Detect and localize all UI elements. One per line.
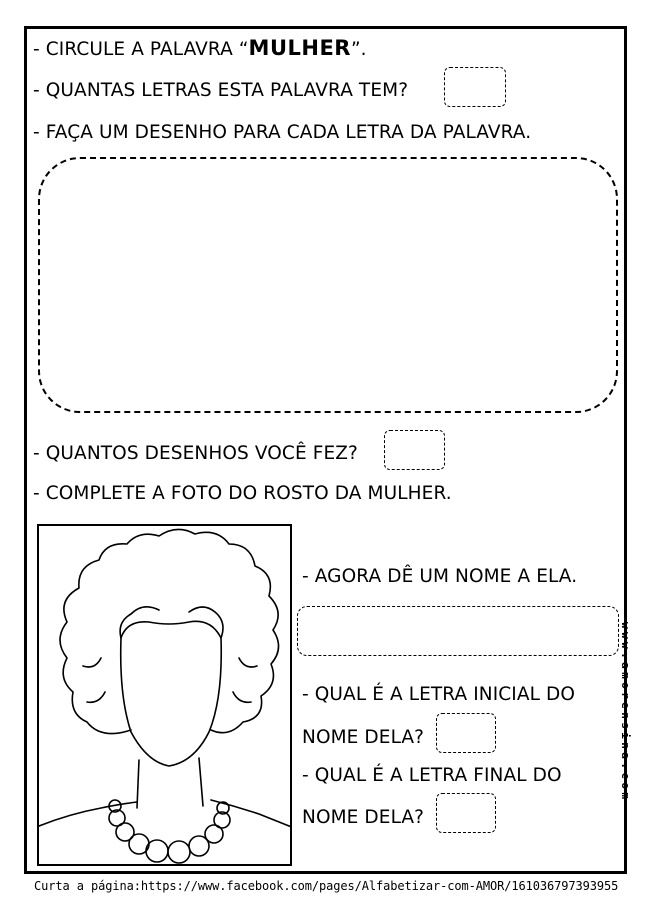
name-answer-box[interactable]	[297, 606, 619, 656]
final-letter-question-line1: - QUAL É A LETRA FINAL DO	[302, 765, 562, 786]
final-letter-question-line2: NOME DELA?	[302, 807, 425, 828]
circle-word-instruction: - CIRCULE A PALAVRA “MULHER”.	[33, 36, 367, 60]
initial-letter-question-line1: - QUAL É A LETRA INICIAL DO	[302, 684, 576, 705]
footer-credit: Curta a página:https://www.facebook.com/pages/Alfabetizar-com-AMOR/161036797393955	[34, 879, 619, 893]
drawings-count-answer-box[interactable]	[384, 430, 445, 470]
draw-instruction: - FAÇA UM DESENHO PARA CADA LETRA DA PALAVRA.	[33, 122, 532, 143]
initial-letter-question-line2: NOME DELA?	[302, 727, 425, 748]
letters-count-question: - QUANTAS LETRAS ESTA PALAVRA TEM?	[33, 80, 409, 101]
woman-outline-illustration	[39, 526, 292, 866]
side-watermark: www.amorensina.com	[619, 622, 632, 803]
woman-face-drawing[interactable]	[37, 524, 292, 866]
drawing-area[interactable]	[38, 157, 618, 413]
letters-count-answer-box[interactable]	[444, 67, 506, 107]
final-letter-answer-box[interactable]	[436, 793, 496, 833]
target-word: MULHER	[248, 36, 351, 60]
drawings-count-question: - QUANTOS DESENHOS VOCÊ FEZ?	[33, 443, 358, 464]
name-instruction: - AGORA DÊ UM NOME A ELA.	[302, 566, 578, 587]
complete-photo-instruction: - COMPLETE A FOTO DO ROSTO DA MULHER.	[33, 483, 452, 504]
initial-letter-answer-box[interactable]	[436, 713, 496, 753]
